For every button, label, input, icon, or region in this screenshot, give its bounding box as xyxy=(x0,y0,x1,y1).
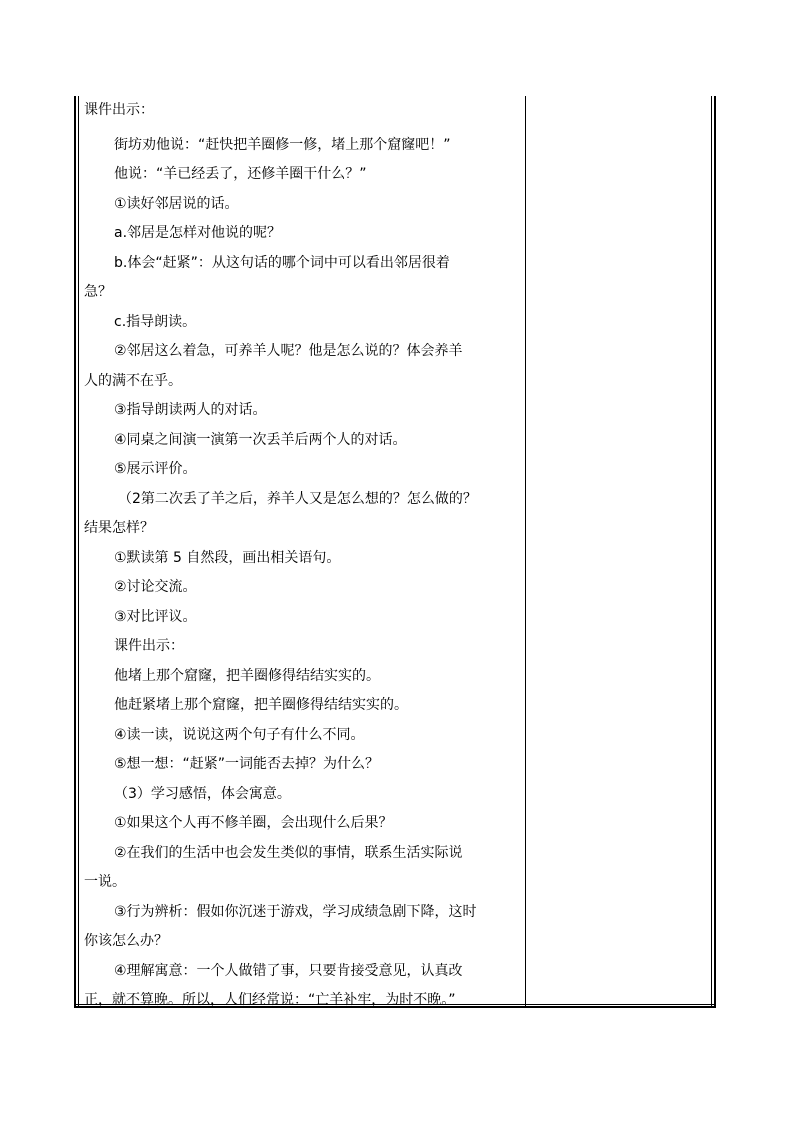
text-line: ②在我们的生活中也会发生类似的事情，联系生活实际说 xyxy=(114,845,463,861)
text-line: ③行为辨析：假如你沉迷于游戏，学习成绩急剧下降，这时 xyxy=(114,904,477,920)
text-line: 人的满不在乎。 xyxy=(84,373,182,389)
text-line: ②邻居这么着急，可养羊人呢？他是怎么说的？体会养羊 xyxy=(114,343,463,359)
text-line: 结果怎样？ xyxy=(84,520,154,536)
text-line: ②讨论交流。 xyxy=(114,579,197,595)
text-line: ④同桌之间演一演第一次丢羊后两个人的对话。 xyxy=(114,432,407,448)
text-line: 正，就不算晚。所以，人们经常说：“亡羊补牢，为时不晚。” xyxy=(84,992,456,1008)
table-border-left-outer xyxy=(74,96,76,1008)
table-border-right-inner xyxy=(711,96,712,1008)
text-line: ④读一读，说说这两个句子有什么不同。 xyxy=(114,727,365,743)
table-column-divider xyxy=(525,96,526,1008)
text-line: （2第二次丢了羊之后，养羊人又是怎么想的？怎么做的？ xyxy=(118,491,477,507)
text-line: ③指导朗读两人的对话。 xyxy=(114,402,267,418)
text-line: 急？ xyxy=(84,284,112,300)
text-line: ①如果这个人再不修羊圈，会出现什么后果？ xyxy=(114,815,393,831)
text-line: ③对比评议。 xyxy=(114,609,197,625)
text-line: 街坊劝他说：“赶快把羊圈修一修，堵上那个窟窿吧！” xyxy=(114,137,451,153)
table-border-left-inner xyxy=(78,96,79,1008)
text-line: 课件出示： xyxy=(114,638,184,654)
text-line: ④理解寓意：一个人做错了事，只要肯接受意见，认真改 xyxy=(114,963,463,979)
text-line: （3）学习感悟，体会寓意。 xyxy=(114,786,291,802)
text-line: 课件出示： xyxy=(84,102,154,118)
text-line: b.体会“赶紧”：从这句话的哪个词中可以看出邻居很着 xyxy=(114,255,450,271)
text-line: 他说：“羊已经丢了，还修羊圈干什么？” xyxy=(114,166,367,182)
text-line: c.指导朗读。 xyxy=(114,314,197,330)
text-line: 他赶紧堵上那个窟窿，把羊圈修得结结实实的。 xyxy=(114,697,408,713)
text-line: ⑤展示评价。 xyxy=(114,461,197,477)
text-line: 他堵上那个窟窿，把羊圈修得结结实实的。 xyxy=(114,668,380,684)
table-border-right-outer xyxy=(714,96,716,1008)
text-line: ①读好邻居说的话。 xyxy=(114,196,239,212)
text-line: 一说。 xyxy=(84,874,126,890)
text-line: ⑤想一想：“赶紧”一词能否去掉？为什么？ xyxy=(114,756,380,772)
text-line: ①默读第 5 自然段，画出相关语句。 xyxy=(114,550,341,566)
text-line: a.邻居是怎样对他说的呢？ xyxy=(114,225,282,241)
text-line: 你该怎么办？ xyxy=(84,933,168,949)
